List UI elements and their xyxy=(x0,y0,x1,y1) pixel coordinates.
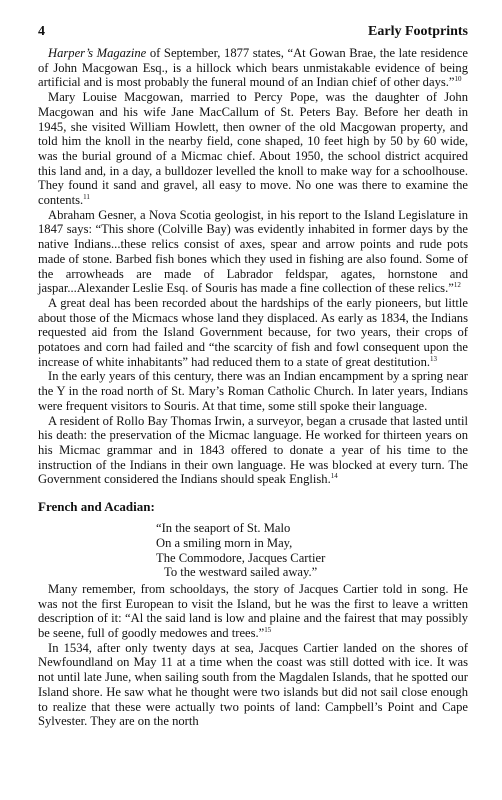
paragraph-irwin xyxy=(38,414,468,488)
paragraph-cartier-1534 xyxy=(38,641,468,729)
paragraph-hardships xyxy=(38,296,468,370)
paragraph-text: In 1534, after only twenty days at sea, Jacques Cartier landed on the shores of Newfoundland on May 11 at a time when the coast was still dotted with ice. It was not until late June, when sailing south from the Magdalen Islands, that he spotted our Island shore. He saw what he thought were two islands but did not sail close enough to realize that these were actually two points of land: Campbell’s Point and Cape Sylvester. They are on the north xyxy=(38,640,468,729)
footnote-ref: 13 xyxy=(430,354,438,363)
paragraph-encampment xyxy=(38,369,468,413)
paragraph-cartier-song xyxy=(38,582,468,641)
footnote-ref: 12 xyxy=(453,281,461,290)
paragraph-harpers xyxy=(38,46,468,90)
poem-line: The Commodore, Jacques Cartier xyxy=(156,550,326,565)
footnote-ref: 11 xyxy=(83,192,90,201)
paragraph-text: Abraham Gesner, a Nova Scotia geologist, in his report to the Island Legislature in 1847 says: “This shore (Colville Bay) was evidently inhabited in former days by the native Indians...these relics consist of axes, spear and arrow points and rude pots made of stone. Barbed fish bones which they used in fishing are also found. Some of the arrowheads are made of Labrador feldspar, agates, hornstone and jaspar...Alexander Leslie Esq. of Souris has made a fine collection of these relics.” xyxy=(38,207,468,296)
footnote-ref: 14 xyxy=(330,472,338,481)
page-header xyxy=(38,24,468,40)
book-page xyxy=(38,24,468,729)
paragraph-macgowan xyxy=(38,90,468,208)
paragraph-text: Mary Louise Macgowan, married to Percy Pope, was the daughter of John Macgowan and his wife Jane MacCallum of St. Peters Bay. Before her death in 1945, she visited William Howlett, then owner of the old Macgowan property, and told him the knoll in the nearby field, cone shaped, 10 feet high by 50 by 60 wide, was the burial ground of a Micmac chief. About 1950, the school district acquired this land and, in a day, a bulldozer levelled the knoll to make way for a schoolhouse. They found it sand and gravel, all easy to move. No one was there to examine the contents. xyxy=(38,90,468,208)
paragraph-text: Many remember, from schooldays, the story of Jacques Cartier told in song. He was not the first European to visit the Island, but he was the first to leave a written description of it: “Al the said land is low and plaine and the fairest that may possibly be seene, full of goodly medowes and trees.” xyxy=(38,581,468,641)
paragraph-text: In the early years of this century, there was an Indian encampment by a spring near the Y in the road north of St. Mary’s Roman Catholic Church. In later years, Indians were frequent visitors to Souris. At that time, some still spoke their language. xyxy=(38,369,468,413)
poem-line: To the westward sailed away.” xyxy=(164,565,318,580)
paragraph-text: of September, 1877 states, “At Gowan Brae, the late residence of John Macgowan Esq., is a hillock which bears unmistakable evidence of being artificial and is most probably the funeral mound of an Indian chief of other days.” xyxy=(38,46,468,90)
poem-stanza xyxy=(156,521,468,580)
paragraph-text: A resident of Rollo Bay Thomas Irwin, a surveyor, began a crusade that lasted until his death: the preservation of the Micmac language. He worked for thirteen years on his Micmac grammar and in 1843 offered to donate a year of his time to the instruction of the Indians in their own language. He was blocked at every turn. The Government considered the Indians should speak English. xyxy=(38,413,468,487)
page-number: 4 xyxy=(38,24,45,39)
section-heading: French and Acadian: xyxy=(38,499,155,515)
footnote-ref: 10 xyxy=(454,75,462,84)
poem-line: “In the seaport of St. Malo xyxy=(156,521,291,536)
paragraph-gesner xyxy=(38,208,468,296)
paragraph-text: A great deal has been recorded about the hardships of the early pioneers, but little about those of the Micmacs whose land they displaced. As early as 1834, the Indians requested aid from the Island Government because, for two years, their crops of potatoes and corn had failed and “the scarcity of fish and fowl consequent upon the increase of white inhabitants” had reduced them to a state of great destitution. xyxy=(38,295,468,369)
magazine-title: Harper’s Magazine xyxy=(48,46,147,60)
poem-line: On a smiling morn in May, xyxy=(156,535,293,550)
footnote-ref: 15 xyxy=(264,625,272,634)
running-title: Early Footprints xyxy=(368,24,468,39)
